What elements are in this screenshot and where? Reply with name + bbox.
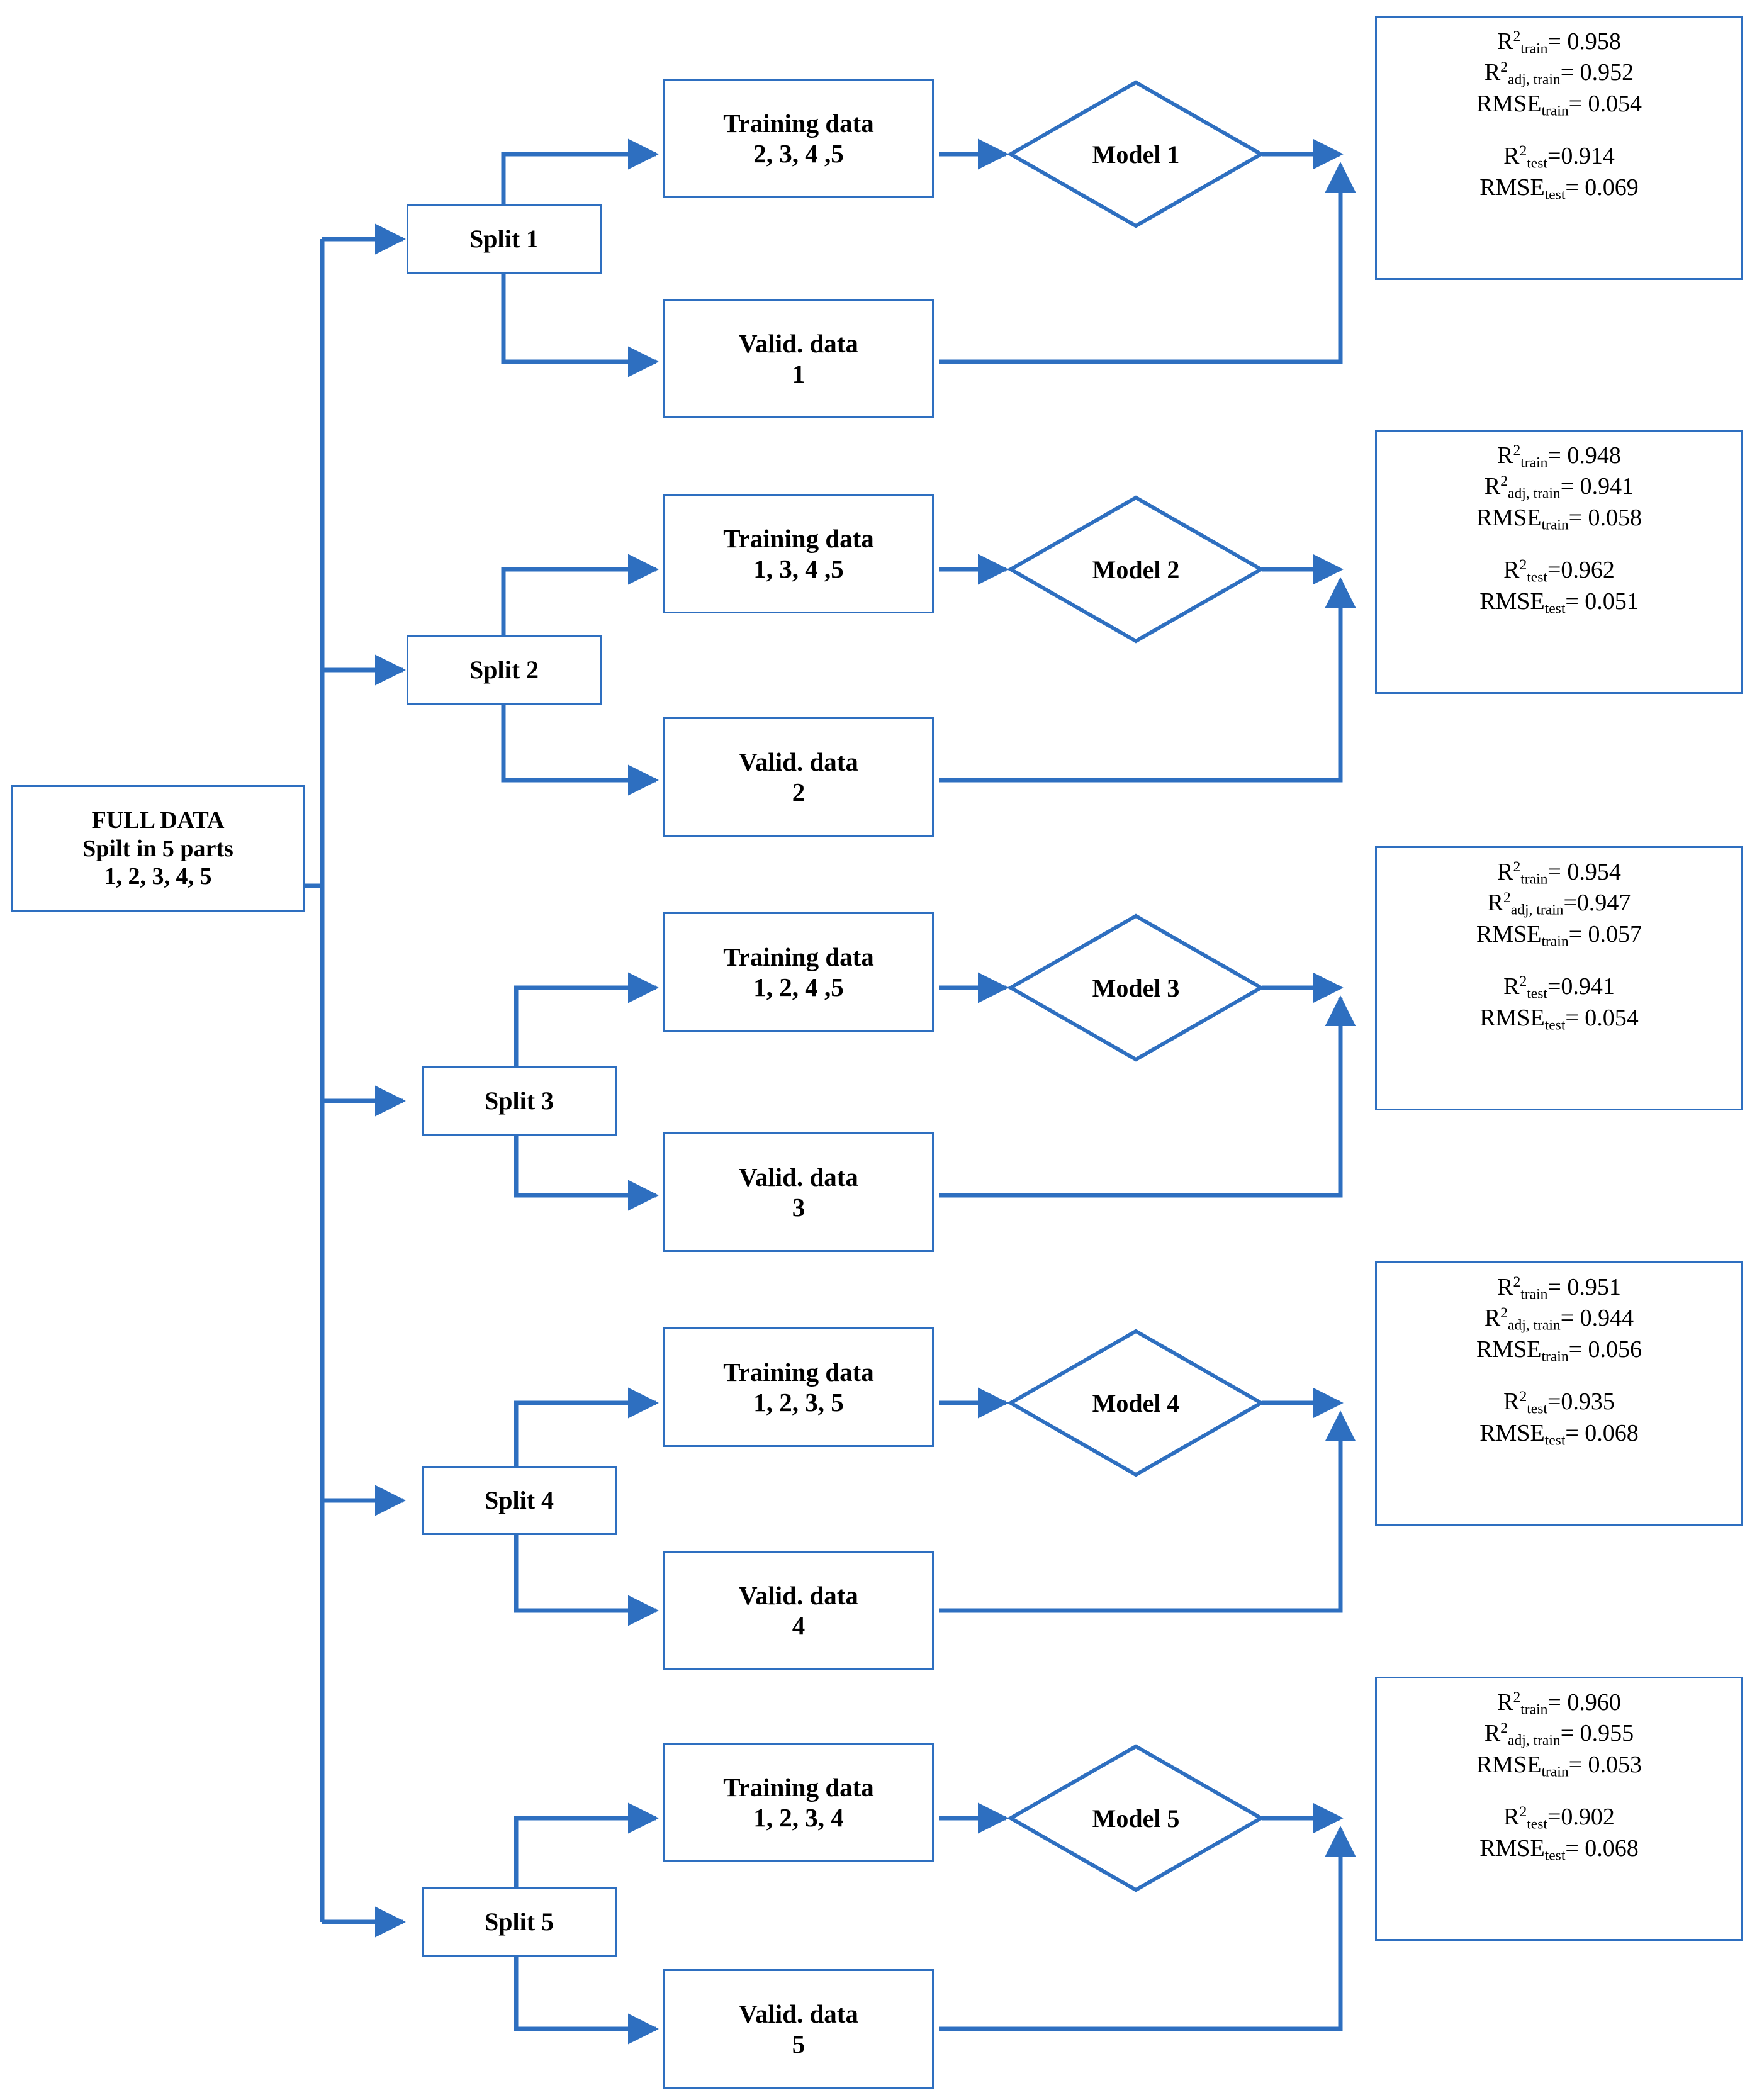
split-label-5: Split 5 — [484, 1907, 554, 1936]
split-node-4 — [422, 1466, 617, 1535]
metric-r2-test-5: $R^2_{test}=0.902$ — [1503, 1804, 1615, 1833]
split-label-4: Split 4 — [484, 1486, 554, 1515]
metric-r2-test-1: $R^2_{test}=0.914$ — [1503, 143, 1615, 172]
valid-data-line-5b: 5 — [792, 2030, 806, 2058]
full-data-line-1: FULL DATA — [91, 807, 225, 834]
metric-r2-train-4: $R^2_{train}= 0.951$ — [1497, 1274, 1621, 1303]
metric-r2-adj-train-3: $R^2_{adj, train}=0.947$ — [1487, 890, 1631, 919]
metric-rmse-test-1: $RMSE_{test}= 0.069$ — [1479, 174, 1639, 203]
training-data-line-5b: 1, 2, 3, 4 — [753, 1803, 844, 1832]
valid-data-node-2 — [663, 717, 934, 837]
training-data-line-2b: 1, 3, 4 ,5 — [753, 554, 844, 583]
valid-data-node-5 — [663, 1969, 934, 2089]
full-data-line-3: 1, 2, 3, 4, 5 — [104, 863, 212, 890]
metric-r2-train-5: $R^2_{train}= 0.960$ — [1497, 1689, 1621, 1718]
metrics-box-1 — [1375, 16, 1743, 280]
valid-data-line-3a: Valid. data — [739, 1162, 858, 1192]
split-node-5 — [422, 1887, 617, 1957]
training-data-node-2 — [663, 494, 934, 613]
training-data-node-1 — [663, 79, 934, 198]
valid-data-line-4a: Valid. data — [739, 1580, 858, 1610]
training-data-line-3a: Training data — [723, 942, 874, 971]
metric-rmse-train-4: $RMSE_{train}= 0.056$ — [1476, 1336, 1642, 1365]
metrics-box-2 — [1375, 430, 1743, 694]
metric-rmse-train-2: $RMSE_{train}= 0.058$ — [1476, 504, 1642, 533]
valid-data-line-3b: 3 — [792, 1193, 806, 1222]
valid-data-node-1 — [663, 299, 934, 418]
metric-rmse-train-5: $RMSE_{train}= 0.053$ — [1476, 1751, 1642, 1780]
metrics-box-3 — [1375, 846, 1743, 1110]
model-label-2: Model 2 — [1092, 555, 1180, 584]
training-data-line-1a: Training data — [723, 108, 874, 138]
metric-r2-test-4: $R^2_{test}=0.935$ — [1503, 1388, 1615, 1417]
split-node-1 — [407, 204, 602, 274]
valid-data-line-1a: Valid. data — [739, 328, 858, 358]
metrics-box-5 — [1375, 1677, 1743, 1941]
metric-r2-adj-train-4: $R^2_{adj, train}= 0.944$ — [1484, 1305, 1634, 1334]
model-label-5: Model 5 — [1092, 1804, 1180, 1833]
metric-r2-train-1: $R^2_{train}= 0.958$ — [1497, 28, 1621, 57]
metric-r2-adj-train-2: $R^2_{adj, train}= 0.941$ — [1484, 473, 1634, 502]
split-node-3 — [422, 1066, 617, 1136]
split-label-1: Split 1 — [469, 225, 539, 254]
metric-rmse-test-4: $RMSE_{test}= 0.068$ — [1479, 1419, 1639, 1449]
metric-rmse-test-3: $RMSE_{test}= 0.054$ — [1479, 1004, 1639, 1034]
metric-r2-test-3: $R^2_{test}=0.941$ — [1503, 973, 1615, 1002]
split-label-2: Split 2 — [469, 656, 539, 684]
training-data-line-5a: Training data — [723, 1772, 874, 1802]
valid-data-line-2a: Valid. data — [739, 747, 858, 776]
model-label-3: Model 3 — [1092, 973, 1180, 1002]
training-data-line-4a: Training data — [723, 1357, 874, 1387]
valid-data-line-1b: 1 — [792, 359, 806, 388]
valid-data-line-4b: 4 — [792, 1611, 806, 1640]
metric-rmse-test-5: $RMSE_{test}= 0.068$ — [1479, 1835, 1639, 1864]
training-data-line-4b: 1, 2, 3, 5 — [753, 1388, 844, 1417]
full-data-node — [11, 785, 305, 912]
metric-r2-adj-train-1: $R^2_{adj, train}= 0.952$ — [1484, 59, 1634, 88]
valid-data-node-3 — [663, 1132, 934, 1252]
model-label-4: Model 4 — [1092, 1388, 1180, 1417]
split-node-2 — [407, 635, 602, 705]
valid-data-line-2b: 2 — [792, 778, 806, 807]
training-data-node-4 — [663, 1327, 934, 1447]
metric-rmse-train-3: $RMSE_{train}= 0.057$ — [1476, 920, 1642, 950]
training-data-line-2a: Training data — [723, 523, 874, 553]
model-node-2 — [1007, 494, 1265, 645]
training-data-line-1b: 2, 3, 4 ,5 — [753, 139, 844, 168]
training-data-line-3b: 1, 2, 4 ,5 — [753, 973, 844, 1002]
metric-r2-adj-train-5: $R^2_{adj, train}= 0.955$ — [1484, 1720, 1634, 1749]
full-data-line-2: Spilt in 5 parts — [82, 835, 233, 862]
metric-rmse-test-2: $RMSE_{test}= 0.051$ — [1479, 588, 1639, 617]
metric-r2-test-2: $R^2_{test}=0.962$ — [1503, 557, 1615, 586]
metrics-box-4 — [1375, 1261, 1743, 1526]
model-node-4 — [1007, 1327, 1265, 1478]
valid-data-node-4 — [663, 1551, 934, 1670]
training-data-node-5 — [663, 1743, 934, 1862]
training-data-node-3 — [663, 912, 934, 1032]
model-node-5 — [1007, 1743, 1265, 1894]
split-label-3: Split 3 — [484, 1086, 554, 1115]
metric-r2-train-2: $R^2_{train}= 0.948$ — [1497, 442, 1621, 471]
valid-data-line-5a: Valid. data — [739, 1999, 858, 2028]
model-label-1: Model 1 — [1092, 140, 1180, 169]
metric-r2-train-3: $R^2_{train}= 0.954$ — [1497, 859, 1621, 888]
metric-rmse-train-1: $RMSE_{train}= 0.054$ — [1476, 90, 1642, 120]
model-node-1 — [1007, 79, 1265, 230]
model-node-3 — [1007, 912, 1265, 1063]
